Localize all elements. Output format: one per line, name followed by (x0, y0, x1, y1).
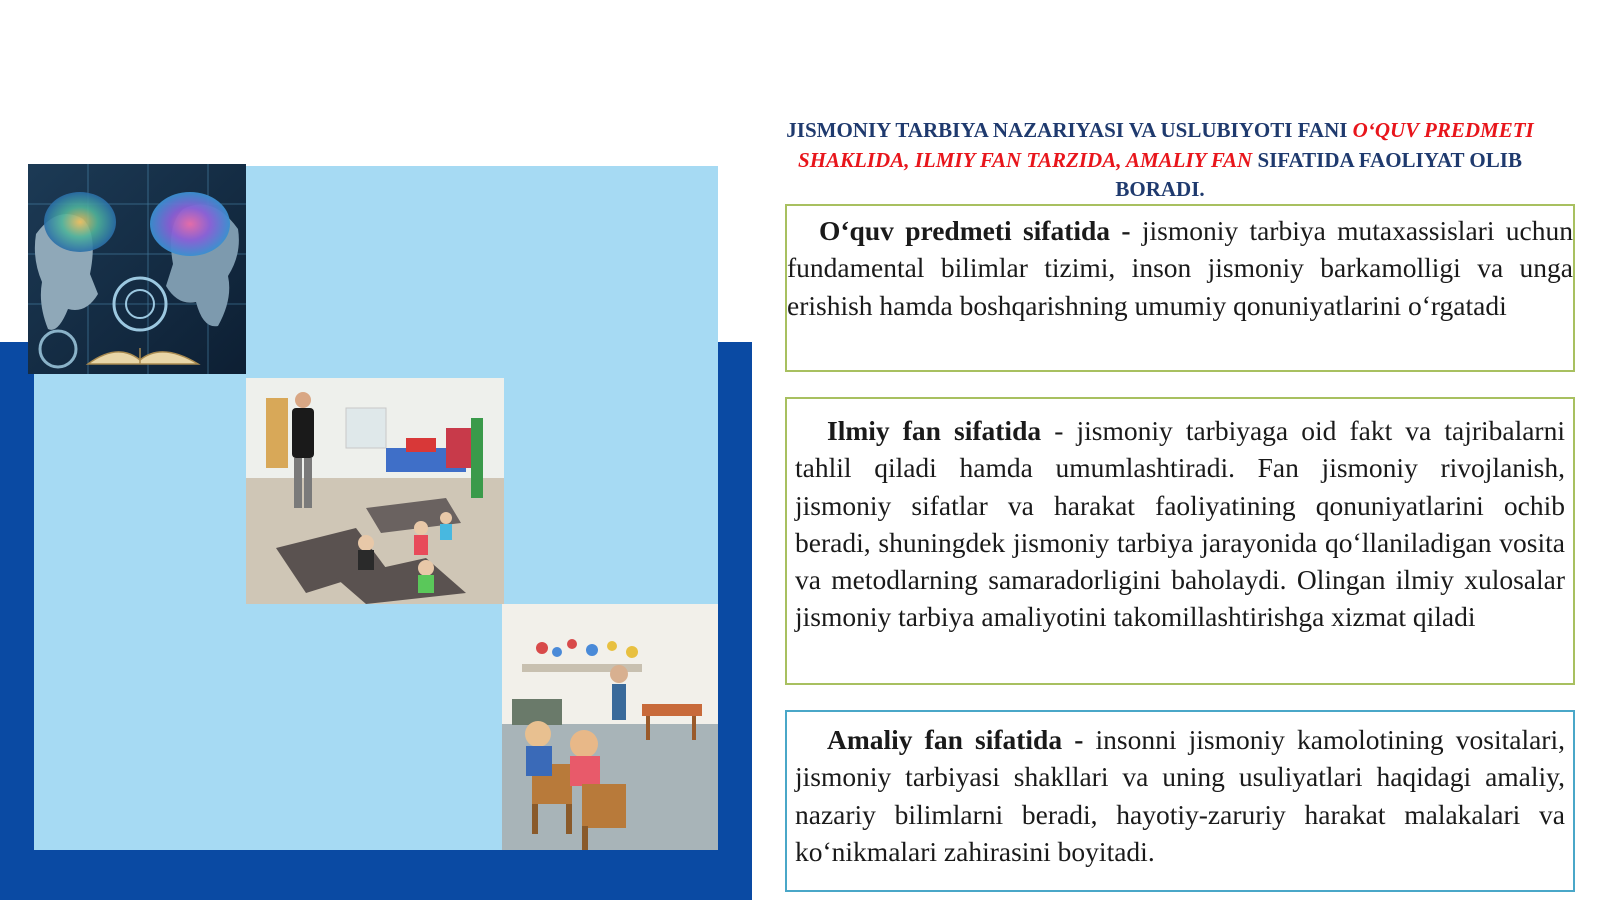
section-box-ilmiy-fan (785, 397, 1575, 685)
section-box-oquv-predmeti (785, 204, 1575, 372)
section-term: O‘quv predmeti sifatida (819, 215, 1111, 246)
section-paragraph (795, 721, 1565, 870)
section-separator: - (1110, 215, 1142, 246)
gym-class-children-photo (246, 378, 504, 604)
brain-science-illustration (28, 164, 246, 374)
section-box-amaliy-fan (785, 710, 1575, 892)
title-part-1: JISMONIY TARBIYA NAZARIYASI VA USLUBIYOTI FANI (786, 118, 1353, 142)
section-term: Amaliy fan sifatida (827, 724, 1063, 755)
section-paragraph (787, 212, 1573, 324)
title-part-3: SIFATIDA FAOLIYAT OLIB BORADI. (1115, 147, 1522, 201)
title-highlight: O‘QUV PREDMETI SHAKLIDA, ILMIY FAN TARZIDA, AMALIY FAN (798, 118, 1534, 172)
section-text: jismoniy tarbiya mutaxassislari uchun fundamental bilimlar tizimi, inson jismoniy barkamolligi va unga erishish hamda boshqarishning umumiy qonuniyatlarini o‘rgatadi (787, 215, 1573, 321)
section-text: insonni jismoniy kamolotining vositalari, jismoniy tarbiyasi shakllari va uning usuliyatlari haqidagi amaliy, nazariy bilimlarni beradi, hayotiy-zaruriy harakat malakalari va ko‘nikmalari zahirasini boyitadi. (795, 724, 1565, 867)
section-separator: - (1062, 724, 1096, 755)
section-text: jismoniy tarbiyaga oid fakt va tajribalarni tahlil qiladi hamda umumlashtiradi. Fan jismoniy rivojlanish, jismoniy sifatlar va harakat faoliyatining qonuniyatlarini ochib beradi, shuningdek jismoniy tarbiya jarayonida qo‘llaniladigan vosita va metodlarning samaradorligini baholaydi. Olingan ilmiy xulosalar jismoniy tarbiya amaliyotini takomillashtirishga xizmat qiladi (795, 415, 1565, 633)
kindergarten-classroom-photo (502, 604, 718, 850)
section-paragraph (795, 412, 1565, 636)
section-separator: - (1041, 415, 1077, 446)
slide-title (760, 116, 1560, 205)
section-term: Ilmiy fan sifatida (827, 415, 1042, 446)
